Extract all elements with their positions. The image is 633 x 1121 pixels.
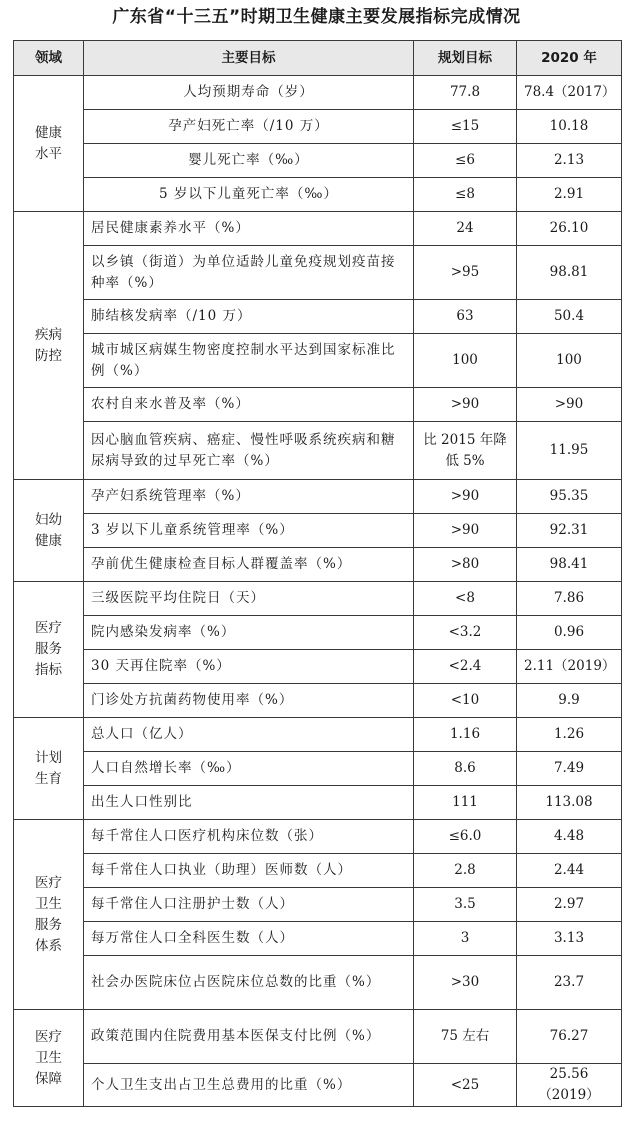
table-row [14,144,622,178]
table-row [14,480,622,514]
table-row [14,582,622,616]
table-row [14,422,622,480]
actual-cell: 78.4（2017） [517,76,622,110]
domain-cell [14,718,84,820]
actual-cell: 98.81 [517,246,622,300]
indicator-table [13,40,622,1107]
target-cell: 1.16 [414,718,517,752]
target-cell: 100 [414,334,517,388]
domain-cell [14,480,84,582]
actual-cell: 3.13 [517,922,622,956]
domain-label: 妇幼健康 [35,511,62,549]
domain-label: 计划生育 [35,749,62,787]
target-cell: 3.5 [414,888,517,922]
actual-cell: 100 [517,334,622,388]
actual-cell: 25.56（2019） [517,1064,622,1107]
indicator-cell: 因心脑血管疾病、癌症、慢性呼吸系统疾病和糖尿病导致的过早死亡率（%） [84,422,414,480]
actual-cell: 2.13 [517,144,622,178]
actual-cell: 50.4 [517,300,622,334]
target-cell: <10 [414,684,517,718]
actual-cell: 7.86 [517,582,622,616]
table-row [14,246,622,300]
indicator-cell: 人均预期寿命（岁） [84,76,414,110]
table-row [14,922,622,956]
actual-cell: 7.49 [517,752,622,786]
domain-label: 医疗卫生保障 [35,1028,62,1087]
actual-cell: 0.96 [517,616,622,650]
target-cell: >80 [414,548,517,582]
actual-cell: 76.27 [517,1010,622,1064]
table-row [14,718,622,752]
target-cell: 8.6 [414,752,517,786]
actual-cell: 1.26 [517,718,622,752]
indicator-cell: 门诊处方抗菌药物使用率（%） [84,684,414,718]
target-cell: 63 [414,300,517,334]
domain-label: 疾病防控 [35,326,62,364]
table-row [14,388,622,422]
target-cell: <2.4 [414,650,517,684]
target-cell: 75 左右 [414,1010,517,1064]
target-cell: <8 [414,582,517,616]
indicator-cell: 社会办医院床位占医院床位总数的比重（%） [84,956,414,1010]
indicator-cell: 居民健康素养水平（%） [84,212,414,246]
actual-cell: 98.41 [517,548,622,582]
table-row [14,786,622,820]
domain-cell [14,76,84,212]
indicator-cell: 每千常住人口执业（助理）医师数（人） [84,854,414,888]
table-row [14,1064,622,1107]
header-domain: 领域 [14,41,84,76]
indicator-cell: 每万常住人口全科医生数（人） [84,922,414,956]
table-row [14,956,622,1010]
target-cell: >90 [414,480,517,514]
target-cell: 111 [414,786,517,820]
indicator-cell: 3 岁以下儿童系统管理率（%） [84,514,414,548]
indicator-cell: 30 天再住院率（%） [84,650,414,684]
table-row [14,110,622,144]
table-row [14,650,622,684]
indicator-cell: 肺结核发病率（/10 万） [84,300,414,334]
table-header-row [14,41,622,76]
indicator-cell: 每千常住人口注册护士数（人） [84,888,414,922]
table-row [14,616,622,650]
table-row [14,888,622,922]
indicator-cell: 农村自来水普及率（%） [84,388,414,422]
actual-cell: 10.18 [517,110,622,144]
actual-cell: 23.7 [517,956,622,1010]
table-row [14,300,622,334]
domain-label: 医疗服务指标 [35,620,62,678]
actual-cell: 11.95 [517,422,622,480]
indicator-cell: 三级医院平均住院日（天） [84,582,414,616]
domain-cell [14,582,84,718]
indicator-cell: 每千常住人口医疗机构床位数（张） [84,820,414,854]
target-cell: ≤8 [414,178,517,212]
actual-cell: 92.31 [517,514,622,548]
actual-cell: 2.91 [517,178,622,212]
actual-cell: 9.9 [517,684,622,718]
domain-label: 医疗卫生服务体系 [35,874,62,954]
table-row [14,548,622,582]
target-cell: >90 [414,514,517,548]
table-row [14,1010,622,1064]
domain-cell [14,212,84,480]
target-cell: >95 [414,246,517,300]
actual-cell: 2.44 [517,854,622,888]
indicator-cell: 政策范围内住院费用基本医保支付比例（%） [84,1010,414,1064]
target-cell: <3.2 [414,616,517,650]
table-row [14,752,622,786]
domain-label: 健康水平 [35,124,62,162]
target-cell: <25 [414,1064,517,1107]
table-row [14,854,622,888]
actual-cell: 2.11（2019） [517,650,622,684]
table-row [14,76,622,110]
indicator-cell: 孕产妇系统管理率（%） [84,480,414,514]
indicator-cell: 婴儿死亡率（‰） [84,144,414,178]
indicator-cell: 城市城区病媒生物密度控制水平达到国家标准比例（%） [84,334,414,388]
target-cell: >90 [414,388,517,422]
target-cell: ≤6 [414,144,517,178]
indicator-cell: 院内感染发病率（%） [84,616,414,650]
actual-cell: 113.08 [517,786,622,820]
target-cell: >30 [414,956,517,1010]
indicator-cell: 总人口（亿人） [84,718,414,752]
header-target: 规划目标 [414,41,517,76]
table-row [14,820,622,854]
target-cell: ≤15 [414,110,517,144]
indicator-cell: 以乡镇（街道）为单位适龄儿童免疫规划疫苗接种率（%） [84,246,414,300]
actual-cell: 2.97 [517,888,622,922]
table-row [14,334,622,388]
domain-cell [14,820,84,1010]
table-row [14,514,622,548]
target-cell: 3 [414,922,517,956]
target-cell: 2.8 [414,854,517,888]
indicator-cell: 孕产妇死亡率（/10 万） [84,110,414,144]
table-row [14,212,622,246]
page-title: 广东省“十三五”时期卫生健康主要发展指标完成情况 [112,7,521,27]
indicator-cell: 个人卫生支出占卫生总费用的比重（%） [84,1064,414,1107]
table-row [14,684,622,718]
target-cell: 比 2015 年降低 5% [414,422,517,480]
indicator-cell: 出生人口性别比 [84,786,414,820]
domain-cell [14,1010,84,1107]
target-cell: 24 [414,212,517,246]
actual-cell: 95.35 [517,480,622,514]
target-cell: ≤6.0 [414,820,517,854]
table-row [14,178,622,212]
indicator-cell: 人口自然增长率（‰） [84,752,414,786]
actual-cell: 26.10 [517,212,622,246]
actual-cell: >90 [517,388,622,422]
actual-cell: 4.48 [517,820,622,854]
indicator-cell: 5 岁以下儿童死亡率（‰） [84,178,414,212]
indicator-cell: 孕前优生健康检查目标人群覆盖率（%） [84,548,414,582]
header-indicator: 主要目标 [84,41,414,76]
header-actual: 2020 年 [517,41,622,76]
target-cell: 77.8 [414,76,517,110]
